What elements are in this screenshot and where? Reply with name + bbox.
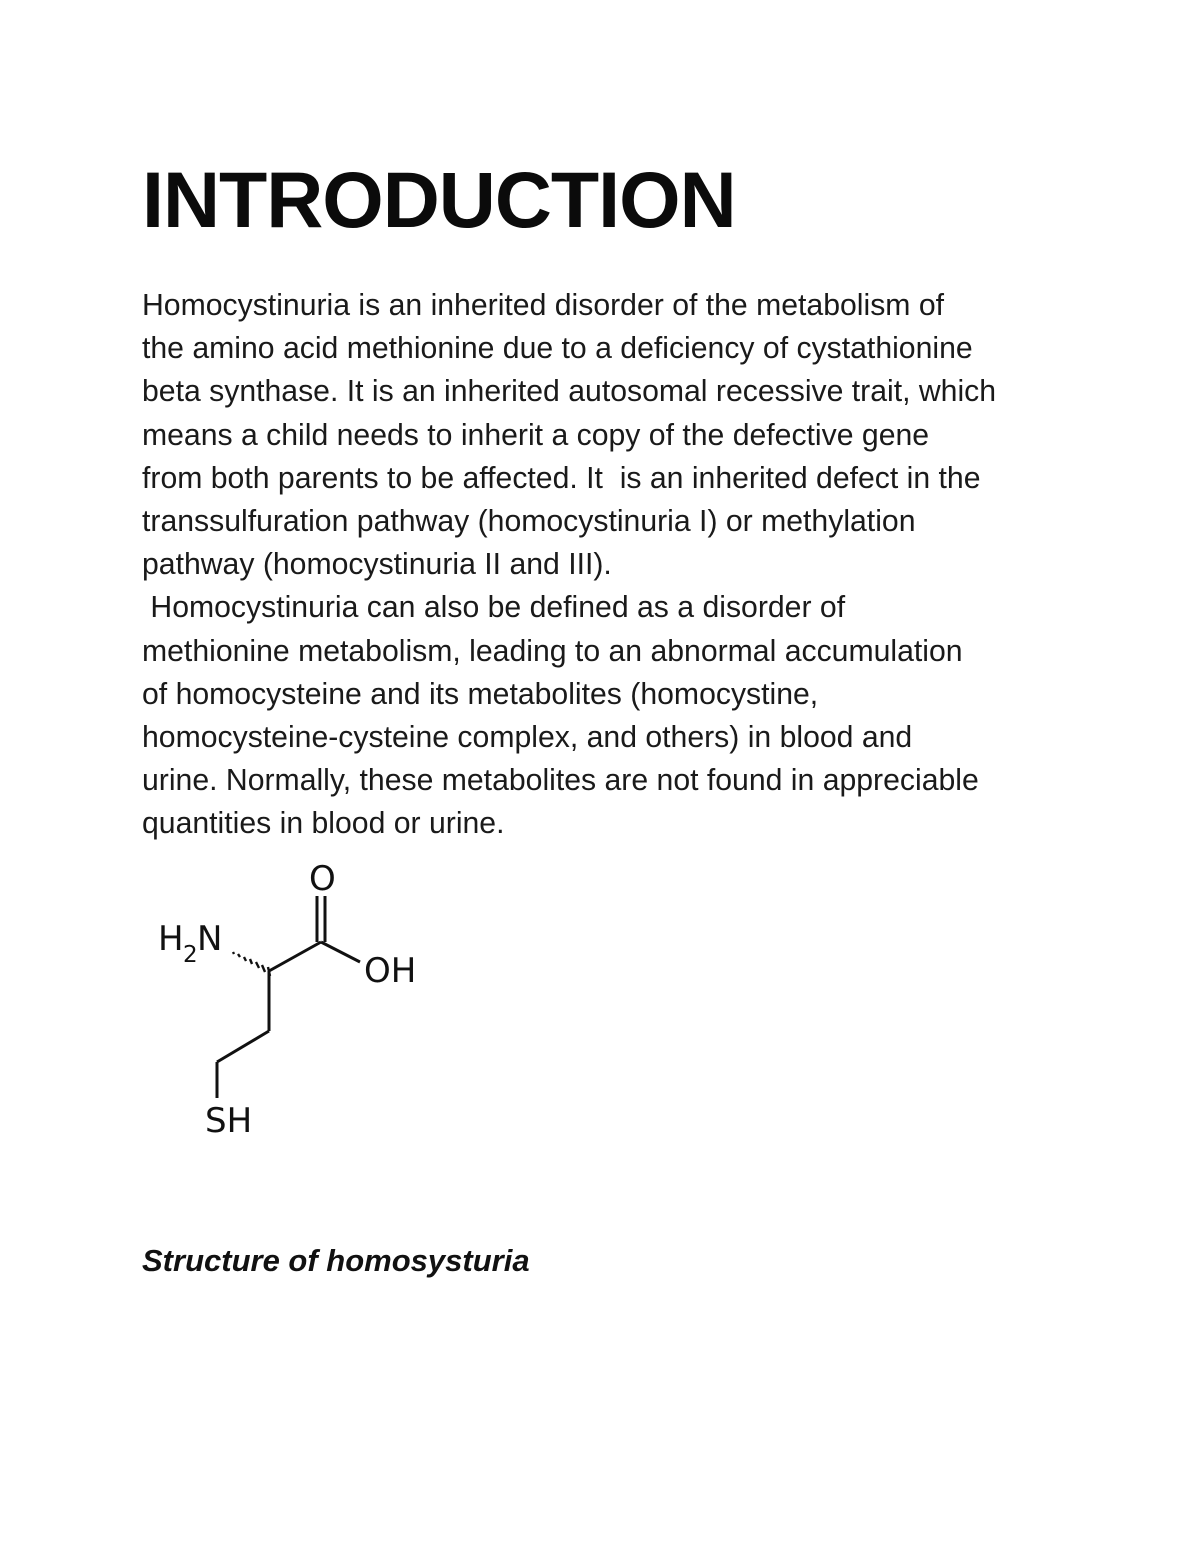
body-line: of homocysteine and its metabolites (homocystine, xyxy=(142,677,819,711)
c-oh-bond xyxy=(321,942,360,962)
amine-h-label: H xyxy=(158,919,184,959)
body-line: the amino acid methionine due to a deficiency of cystathionine xyxy=(142,332,973,366)
chemical-structure-diagram xyxy=(150,858,450,1148)
body-line: pathway (homocystinuria II and III). xyxy=(142,548,612,582)
alpha-carboxyl-bond xyxy=(269,942,321,971)
amine-n-label: N xyxy=(197,919,223,959)
thiol-label: SH xyxy=(205,1101,253,1141)
body-text xyxy=(142,284,1102,845)
hashed-wedge-bond xyxy=(233,952,270,976)
figure-caption: Structure of homosysturia xyxy=(142,1243,530,1278)
body-line: quantities in blood or urine. xyxy=(142,807,505,841)
body-line: Homocystinuria can also be defined as a disorder of xyxy=(142,591,846,625)
oxygen-label: O xyxy=(309,859,336,899)
body-line: means a child needs to inherit a copy of the defective gene xyxy=(142,418,930,452)
body-line: homocysteine-cysteine complex, and others) in blood and xyxy=(142,720,913,754)
body-line: urine. Normally, these metabolites are not found in appreciable xyxy=(142,764,979,798)
body-line: from both parents to be affected. It is an inherited defect in the xyxy=(142,461,981,495)
body-line: transsulfuration pathway (homocystinuria I) or methylation xyxy=(142,504,916,538)
hydroxyl-label: OH xyxy=(364,951,417,991)
body-line: beta synthase. It is an inherited autosomal recessive trait, which xyxy=(142,375,997,409)
body-line: methionine metabolism, leading to an abnormal accumulation xyxy=(142,634,963,668)
page-title: INTRODUCTION xyxy=(142,155,736,244)
amine-subscript: 2 xyxy=(183,942,198,968)
beta-gamma-bond xyxy=(217,1031,269,1062)
body-line: Homocystinuria is an inherited disorder of the metabolism of xyxy=(142,289,945,322)
